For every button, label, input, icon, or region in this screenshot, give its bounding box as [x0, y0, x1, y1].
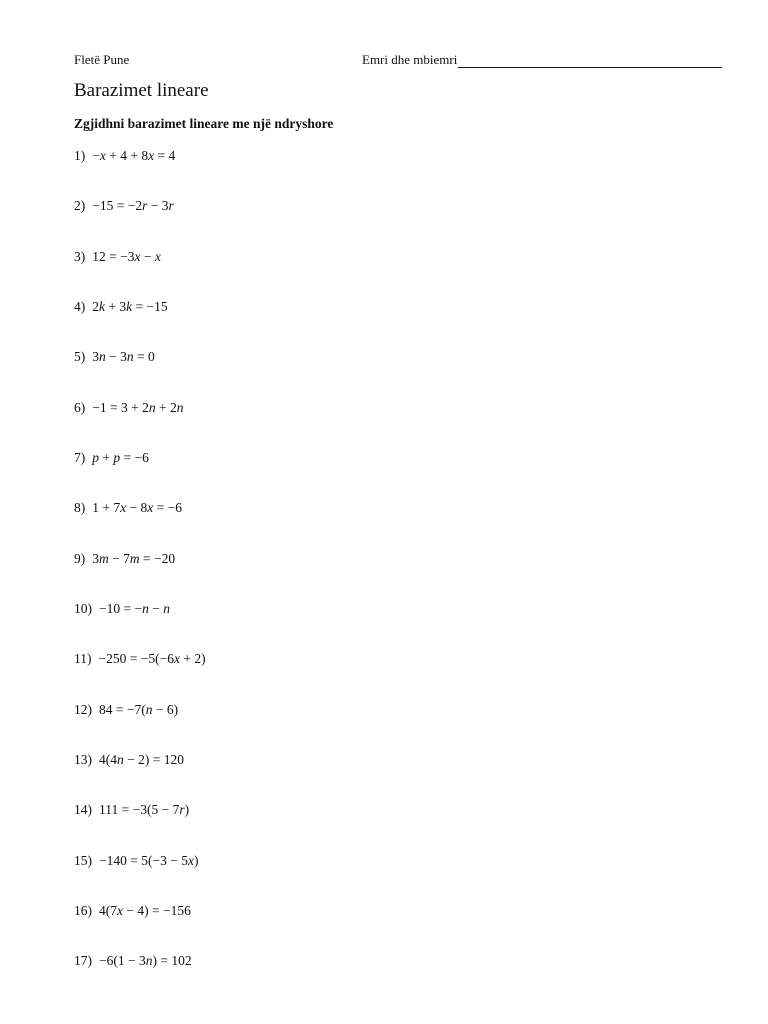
problem-item: [74, 853, 199, 869]
problem-equation: −15 = −2r − 3r: [92, 198, 174, 213]
problem-number: 6): [74, 400, 86, 415]
problem-number: 10): [74, 601, 92, 616]
problem-equation: 84 = −7(n − 6): [99, 702, 179, 717]
problem-number: 3): [74, 249, 86, 264]
problem-number: 17): [74, 953, 92, 968]
problem-number: 2): [74, 198, 86, 213]
problem-equation: 2k + 3k = −15: [92, 299, 168, 314]
problem-item: [74, 953, 192, 969]
problem-number: 1): [74, 148, 86, 163]
problem-equation: p + p = −6: [92, 450, 149, 465]
problem-equation: −x + 4 + 8x = 4: [92, 148, 176, 163]
instruction-text: Zgjidhni barazimet lineare me një ndryshore: [74, 116, 334, 131]
name-blank-line: [458, 54, 722, 68]
problem-item: [74, 702, 178, 718]
problem-equation: 1 + 7x − 8x = −6: [92, 500, 182, 515]
problem-item: [74, 551, 175, 567]
problem-number: 16): [74, 903, 92, 918]
problem-equation: −1 = 3 + 2n + 2n: [92, 400, 184, 415]
problem-item: [74, 903, 191, 919]
problem-number: 4): [74, 299, 86, 314]
problem-item: [74, 249, 161, 265]
problem-equation: 12 = −3x − x: [92, 249, 161, 264]
problem-number: 11): [74, 651, 92, 666]
name-field: [362, 52, 722, 68]
problem-equation: 4(4n − 2) = 120: [99, 752, 184, 767]
problem-number: 14): [74, 802, 92, 817]
problem-item: [74, 601, 170, 617]
problem-number: 12): [74, 702, 92, 717]
problem-item: [74, 148, 175, 164]
problem-number: 5): [74, 349, 86, 364]
problem-item: [74, 500, 182, 516]
problem-item: [74, 651, 206, 667]
problem-equation: −10 = −n − n: [99, 601, 170, 616]
problem-item: [74, 752, 184, 768]
problem-number: 7): [74, 450, 86, 465]
problem-equation: −6(1 − 3n) = 102: [99, 953, 192, 968]
problem-equation: −250 = −5(−6x + 2): [98, 651, 206, 666]
page-title: Barazimet lineare: [74, 80, 209, 101]
name-label: Emri dhe mbiemri: [362, 52, 458, 67]
problem-equation: 111 = −3(5 − 7r): [99, 802, 190, 817]
problem-equation: 4(7x − 4) = −156: [99, 903, 191, 918]
problem-number: 9): [74, 551, 86, 566]
problem-item: [74, 450, 149, 466]
problem-equation: 3m − 7m = −20: [92, 551, 176, 566]
problem-equation: 3n − 3n = 0: [92, 349, 155, 364]
worksheet-label: Fletë Pune: [74, 52, 130, 67]
problem-number: 15): [74, 853, 92, 868]
problem-item: [74, 299, 168, 315]
problem-item: [74, 400, 184, 416]
problem-item: [74, 349, 155, 365]
problem-number: 13): [74, 752, 92, 767]
problem-equation: −140 = 5(−3 − 5x): [99, 853, 199, 868]
problem-item: [74, 198, 174, 214]
problem-item: [74, 802, 189, 818]
problem-number: 8): [74, 500, 86, 515]
